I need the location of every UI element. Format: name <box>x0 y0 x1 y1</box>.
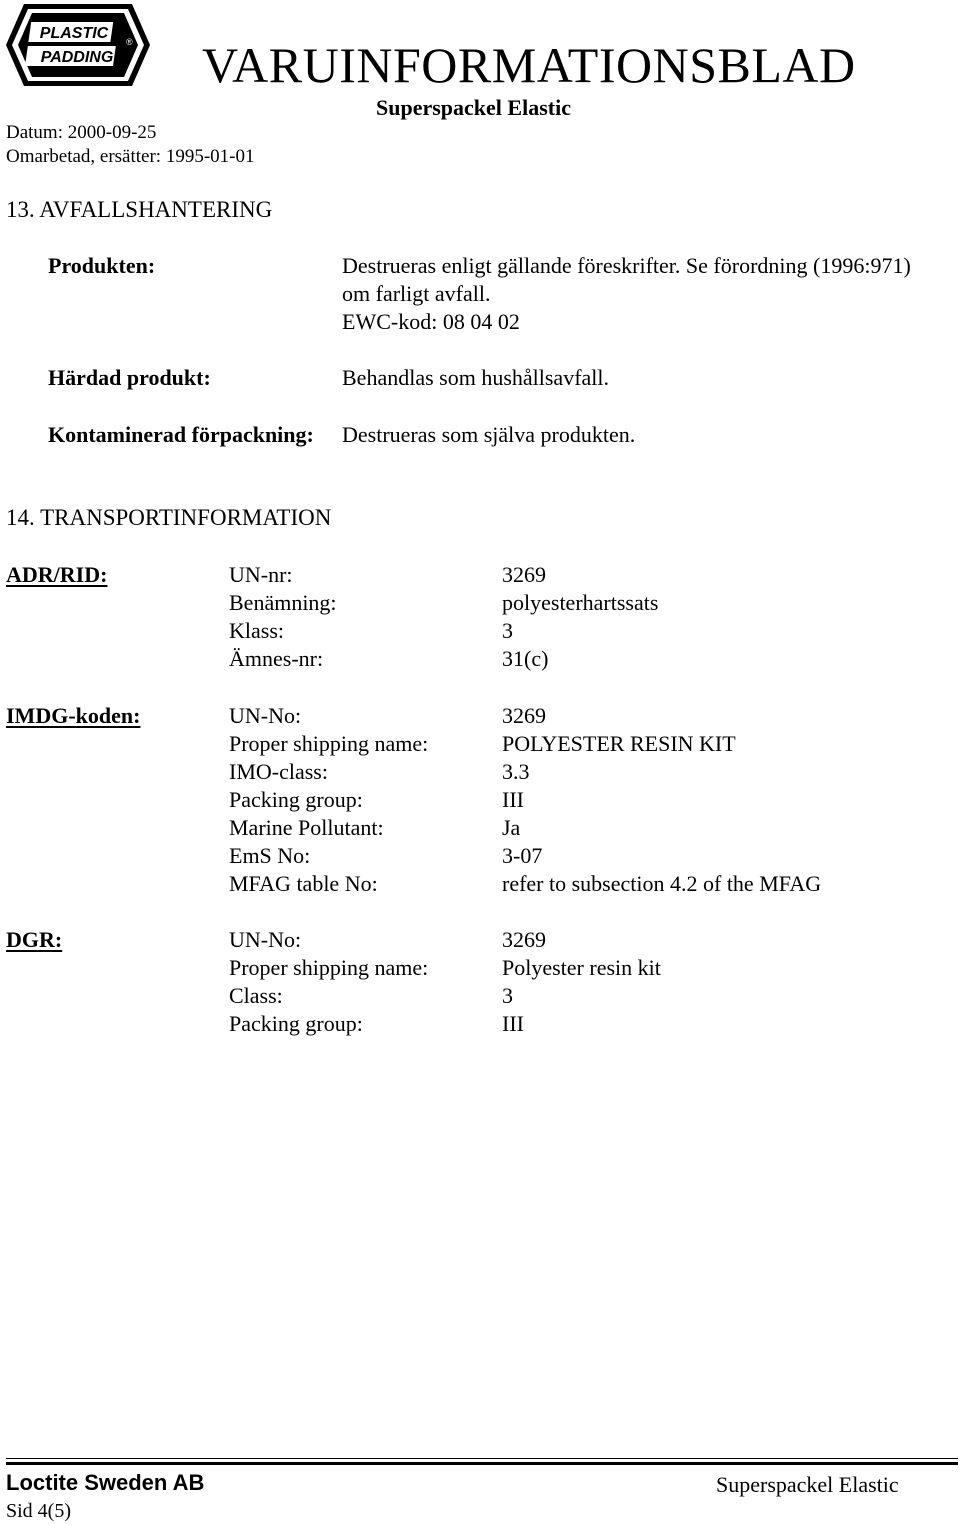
adr-key: Benämning: <box>229 590 337 615</box>
document-subtitle: Superspackel Elastic <box>376 95 571 120</box>
waste-label-packaging: Kontaminerad förpackning: <box>48 422 314 447</box>
logo-text-line-2: PADDING <box>40 49 114 66</box>
imdg-key: UN-No: <box>229 703 302 728</box>
dgr-value: III <box>502 1011 524 1036</box>
waste-text-product-2: om farligt avfall. <box>342 281 491 306</box>
transport-label-imdg: IMDG-koden: <box>6 703 141 728</box>
footer-rule-thick <box>6 1462 958 1465</box>
document-title: VARUINFORMATIONSBLAD <box>202 37 856 93</box>
adr-value: 3 <box>502 618 513 643</box>
transport-label-dgr: DGR: <box>6 927 63 952</box>
imdg-value: POLYESTER RESIN KIT <box>502 731 736 756</box>
waste-text-product-1: Destrueras enligt gällande föreskrifter. Se förordning (1996:971) <box>342 253 911 278</box>
section-13-heading: 13. AVFALLSHANTERING <box>6 197 273 222</box>
section-14-heading: 14. TRANSPORTINFORMATION <box>6 505 332 530</box>
footer-product: Superspackel Elastic <box>716 1472 899 1497</box>
imdg-key: Proper shipping name: <box>229 731 429 756</box>
dgr-key: Class: <box>229 983 283 1008</box>
dgr-key: Packing group: <box>229 1011 363 1036</box>
logo-registered-mark: ® <box>126 37 133 47</box>
dgr-key: Proper shipping name: <box>229 955 429 980</box>
imdg-value: 3-07 <box>502 843 543 868</box>
plastic-padding-logo <box>4 2 152 88</box>
revised-line: Omarbetad, ersätter: 1995-01-01 <box>6 146 255 167</box>
waste-label-product: Produkten: <box>48 253 156 278</box>
dgr-value: 3269 <box>502 927 546 952</box>
imdg-key: IMO-class: <box>229 759 328 784</box>
imdg-key: EmS No: <box>229 843 311 868</box>
waste-text-packaging: Destrueras som själva produkten. <box>342 422 636 447</box>
imdg-value: Ja <box>502 815 521 840</box>
imdg-value: III <box>502 787 524 812</box>
logo-text-line-1: PLASTIC <box>39 25 109 42</box>
imdg-value: 3269 <box>502 703 546 728</box>
footer-page-number: Sid 4(5) <box>6 1500 71 1522</box>
adr-value: 31(c) <box>502 646 549 671</box>
adr-value: polyesterhartssats <box>502 590 659 615</box>
transport-label-adr-rid: ADR/RID: <box>6 562 108 587</box>
imdg-value: refer to subsection 4.2 of the MFAG <box>502 871 822 896</box>
waste-label-cured: Härdad produkt: <box>48 365 211 390</box>
adr-key: Ämnes-nr: <box>229 646 324 671</box>
imdg-key: Packing group: <box>229 787 363 812</box>
adr-value: 3269 <box>502 562 546 587</box>
imdg-key: Marine Pollutant: <box>229 815 384 840</box>
dgr-key: UN-No: <box>229 927 302 952</box>
footer-company: Loctite Sweden AB <box>6 1470 205 1495</box>
waste-text-product-3: EWC-kod: 08 04 02 <box>342 309 520 334</box>
waste-text-cured: Behandlas som hushållsavfall. <box>342 365 610 390</box>
adr-key: UN-nr: <box>229 562 293 587</box>
imdg-value: 3.3 <box>502 759 530 784</box>
date-line: Datum: 2000-09-25 <box>6 122 157 143</box>
imdg-key: MFAG table No: <box>229 871 378 896</box>
dgr-value: Polyester resin kit <box>502 955 661 980</box>
adr-key: Klass: <box>229 618 284 643</box>
footer-rule-thin <box>6 1458 958 1459</box>
dgr-value: 3 <box>502 983 513 1008</box>
